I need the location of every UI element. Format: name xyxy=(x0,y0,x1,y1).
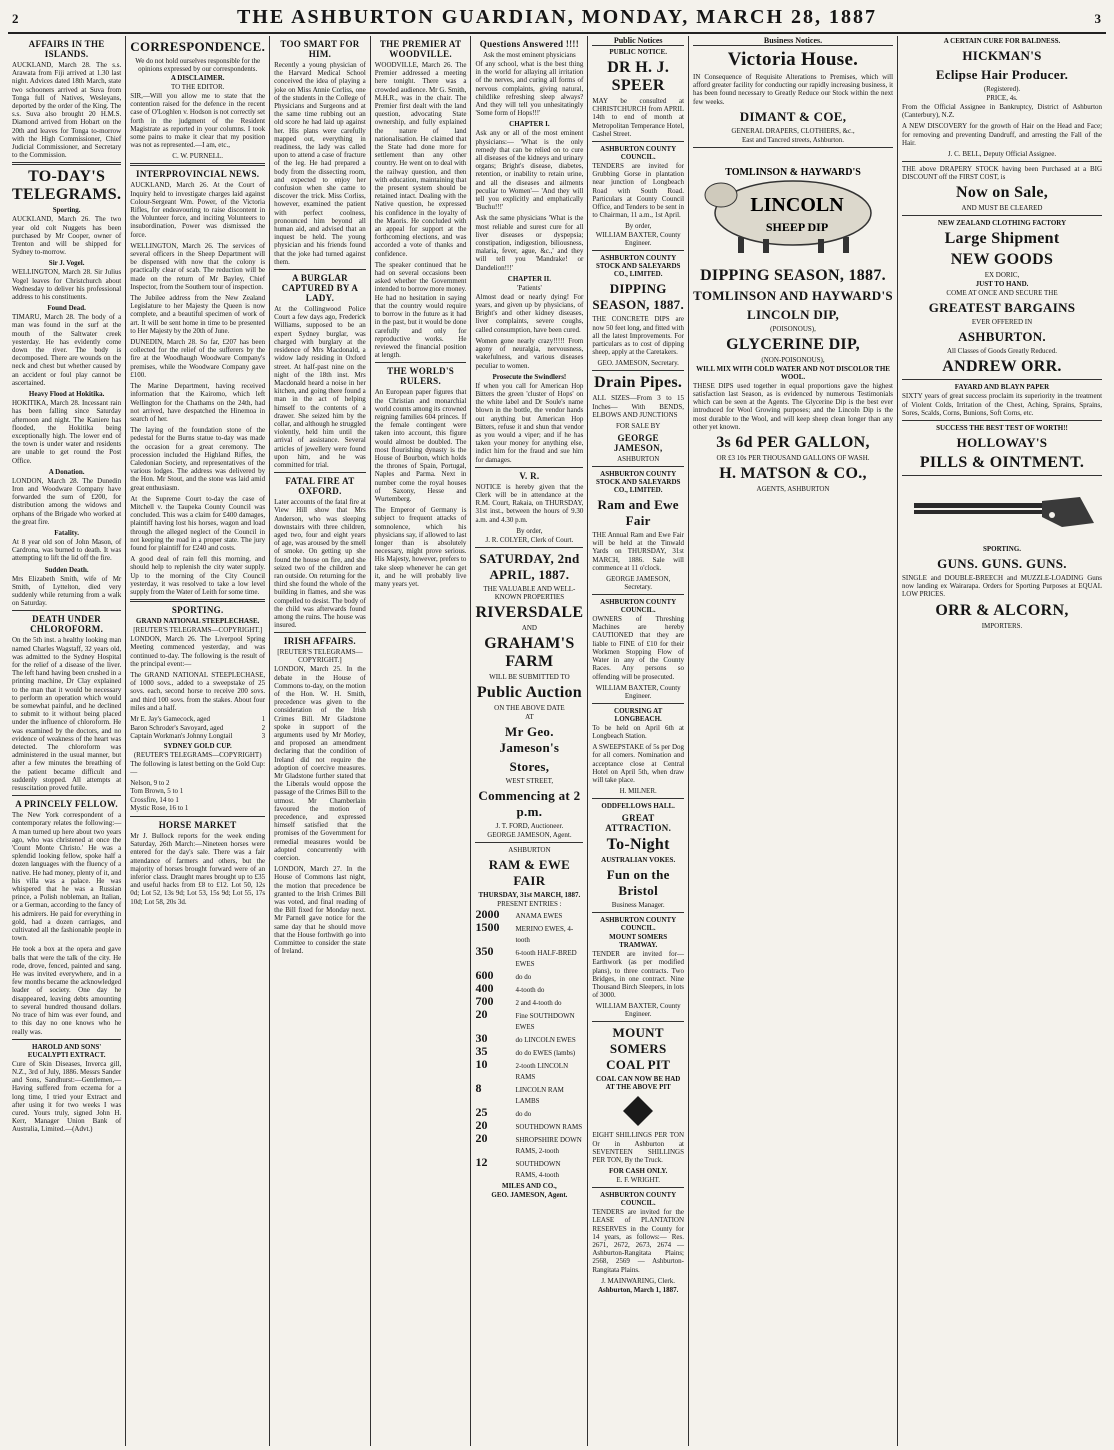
betting-row: Mystic Rose, 16 to 1 xyxy=(130,804,189,813)
gold-cup-intro: The following is latest betting on the Gold Cup:— xyxy=(130,759,266,776)
page-number-left: 2 xyxy=(12,11,20,26)
result-row: Captain Workman's Johnny Longtail 3 xyxy=(130,732,266,740)
stock-count: 30 xyxy=(475,1030,488,1045)
subhead-found-dead: Found Dead. xyxy=(47,304,86,313)
guns-text: SINGLE and DOUBLE-BREECH and MUZZLE-LOADING Guns now landing ex Wairarapa. Orders for Sporting Purposes at EQUAL LOW PRICES. xyxy=(902,574,1103,599)
drain-pipes-sizes: ALL SIZES—From 3 to 15 Inches— With BENDS, ELBOWS AND JUNCTIONS xyxy=(592,394,685,419)
article-sudden-death: Mrs Elizabeth Smith, wife of Mr Smith, of Lyttelton, died very suddenly while returning from a walk on Saturday. xyxy=(12,574,122,608)
plantation-lease: TENDERS are invited for the LEASE of PLANTATION RESERVES in the County for 14 years, as follows:— Res. 2671, 2672, 2673, 2674 — Ashburton-Rangitata Plains; 2568, 2569 — Ashburton-Rangitata Plains. xyxy=(592,1208,685,1274)
reuter-note: [REUTER'S TELEGRAMS—COPYRIGHT.] xyxy=(133,626,263,635)
section-public-notices: Public Notices xyxy=(592,36,684,46)
article-flood: HOKITIKA, March 28. Incessant rain has been falling since Saturday afternoon and night. The Kaniere has flooded, the Hokitika being exceptionally high. The lower end of the town is under water and residents are unable to get round the Post Office. xyxy=(12,399,122,465)
andrew-orr: ANDREW ORR. xyxy=(942,358,1062,376)
columns xyxy=(8,36,1106,1446)
stock-description: 4-tooth do xyxy=(515,985,545,994)
ever-offered: EVER OFFERED IN xyxy=(971,318,1033,327)
stock-entry xyxy=(475,943,583,970)
pointing-hand-icon xyxy=(621,1094,655,1128)
nz-clothing-factory: NEW ZEALAND CLOTHING FACTORY xyxy=(937,219,1067,228)
sheep-logo-bottom-text: SHEEP DIP xyxy=(765,219,829,234)
article-burglar: At the Collingwood Police Court a few days ago, Frederick Williams, supposed to be an expert Sydney burglar, was charged with burglary at the residence of Mrs Macdonald, a widow lady residing in Oxford street. At half-past nine on the night of the 18th inst. Mrs Macdonald heard a noise in her kitchen, and going there found a man in the act of helping himself to the contents of a drawer. She seized him by the collar, and although he struggled violently, held him until the arrival of assistance. Several articles of jewellery were found upon him, and he was committed for trial. xyxy=(274,305,366,469)
threshing-notice: OWNERS of Threshing Machines are hereby CAUTIONED that they are liable to FINE of £10 for their Workmen Stopping Flow of Water in any of the County Races. Any persons so offending will be prosecuted. xyxy=(592,615,685,681)
stock-description: 6-tooth HALF-BRED EWES xyxy=(515,948,577,968)
stock-entry xyxy=(475,1080,583,1107)
article-princely: The New York correspondent of a contemporary relates the following:—A man turned up here about two years ago, who was christened at once the 'Count Monte Christo.' He was a splendid looking fellow, spoke half a dozen languages with the fluency of a native. He had money, plenty of it, and his villa was a palace. He was whispered that he was a Russian prince, a Polish nobleman, an Italian, or a German, according to the fancy of his admirers. He paid for everything in gold, had a dozen carriages, and cultivated all the fashionable people in town. xyxy=(12,811,122,943)
headline-irish-affairs: IRISH AFFAIRS. xyxy=(283,636,356,647)
coursing: COURSING AT LONGBEACH. xyxy=(614,706,663,723)
ram-ewe-fair: Ram and Ewe Fair xyxy=(597,497,679,529)
headline-telegrams: TO-DAY'S TELEGRAMS. xyxy=(12,168,122,204)
subhead-flood: Heavy Flood at Hokitika. xyxy=(28,390,105,399)
headline-too-smart: TOO SMART FOR HIM. xyxy=(280,39,360,59)
stock-description: ANAMA EWES xyxy=(515,911,563,920)
stock-count: 700 xyxy=(475,993,494,1008)
result-row: Mr E. Jay's Gamecock, aged 1 xyxy=(130,715,266,723)
stock-count: 10 xyxy=(475,1056,488,1071)
headline-islands: AFFAIRS IN THE ISLANDS. xyxy=(28,39,105,59)
new-goods: NEW GOODS xyxy=(950,251,1054,269)
stock-description: SOUTHDOWN RAMS xyxy=(515,1122,583,1131)
tender-gorse: TENDERS are invited for Grubbing Gorse in plantation near junction of Longbeach Road with South Road. Particulars at County Council Office, and Tenders to be sent in to Chairman, 11 a.m., 1st April. xyxy=(592,162,685,220)
non-poisonous: (NON-POISONOUS), xyxy=(761,355,825,364)
sheep-logo-mid-text: LINCOLN xyxy=(750,193,844,216)
stock-entry xyxy=(475,1154,583,1181)
article-irish-1: LONDON, March 25. In the debate in the House of Commons to-day, on the motion of the Hon. W. H. Smith, precedence was given to the consideration of the Irish Crimes Bill. Mr Gladstone spoke in support of the arguments used by Mr Morley, and proposed an amendment declaring that the condition of Ireland did not require the adoption of coercive measures. Mr Gladstone further stated that the Liberals would oppose the passage of the Crimes Bill to the utmost. Mr Chamberlain favoured the motion of precedence, and expressed himself satisfied that the promises of the Government for remedial measures would be adopted concurrently with coercion. xyxy=(274,665,366,863)
auction-date: SATURDAY, 2nd APRIL, 1887. xyxy=(479,550,580,582)
headline-premier: THE PREMIER AT WOODVILLE. xyxy=(379,39,462,59)
headline-swindlers: Prosecute the Swindlers! xyxy=(492,372,567,381)
sporting-2: SPORTING. xyxy=(982,545,1022,554)
stock-description: Fine SOUTHDOWN EWES xyxy=(515,1011,575,1031)
questions-p3: Ask the same physicians 'What is the most reliable and surest cure for all liver diseases or dyspepsia; constipation, indigestion, biliousness, malaria, fever, ague, &c.,' and they will tell you 'Mandrake! or Dandelion!!!' xyxy=(475,214,584,272)
subhead-eucalypti: HAROLD AND SONS' EUCALYPTI EXTRACT. xyxy=(27,1042,106,1059)
general-drapers: GENERAL DRAPERS, CLOTHIERS, &c., xyxy=(731,126,855,135)
dips-sign: GEO. JAMESON, Secretary. xyxy=(597,359,679,368)
great-attraction: GREAT ATTRACTION. xyxy=(605,813,672,834)
lincoln-dip: LINCOLN DIP, xyxy=(747,306,839,322)
threshing-sign: WILLIAM BAXTER, County Engineer. xyxy=(595,683,681,700)
auction-grahams-farm: GRAHAM'S FARM xyxy=(484,634,575,670)
matson-agents: AGENTS, ASHBURTON xyxy=(756,485,830,494)
ex-doric: EX DORIC, xyxy=(984,271,1020,280)
large-shipment: Large Shipment xyxy=(944,230,1060,248)
hair-discovery: A NEW DISCOVERY for the growth of Hair on the Head and Face; for removing and preventing Dandruff, and arresting the Fall of the Hair. xyxy=(902,122,1103,147)
county-council-2: ASHBURTON COUNTY COUNCIL. xyxy=(600,598,677,615)
stock-entry xyxy=(475,1130,583,1157)
headline-burglar: A BURGLAR CAPTURED BY A LADY. xyxy=(281,273,359,304)
chapter-2: CHAPTER II. xyxy=(507,274,551,283)
stock-count: 20 xyxy=(475,1130,488,1145)
stock-count: 1500 xyxy=(475,919,500,934)
stock-count: 2000 xyxy=(475,906,500,921)
interprovincial-7: At the Supreme Court to-day the case of Mitchell v. the Taupeka County Council was concluded. This was a claim for £400 damages, plaintiff having lost his horses, wagon and load through the alleged neglect of the Council in not keeping the road in a proper state. The jury found for plaintiff for £240 and costs. xyxy=(130,494,266,552)
victoria-house: Victoria House. xyxy=(727,49,859,70)
subhead-sporting: Sporting. xyxy=(52,206,81,215)
ram-ewe-sign: GEORGE JAMESON, Secretary. xyxy=(606,575,671,592)
article-emperor: The Emperor of Germany is subject to frequent attacks of somnolence, which his physicians say, if allowed to last longer than is absolutely necessary, might prove serious. His Majesty, however, prefers to take sleep whenever he can get it, and he will probably live many years yet. xyxy=(374,506,467,588)
auctioneer: J. T. FORD, Auctioneer. xyxy=(495,821,564,830)
headline-chloroform: DEATH UNDER CHLOROFORM. xyxy=(30,614,104,635)
drapery-stock: THE above DRAPERY STOCK having been Purchased at a BIG DISCOUNT off the FIRST COST, is xyxy=(902,165,1103,182)
subhead-vogel: Sir J. Vogel. xyxy=(48,259,85,268)
county-council-1: ASHBURTON COUNTY COUNCIL. xyxy=(600,145,677,162)
importers: IMPORTERS. xyxy=(981,621,1023,630)
greatest-bargains: GREATEST BARGAINS xyxy=(928,300,1076,316)
column-6 xyxy=(588,36,689,1446)
betting-row: Crossfire, 14 to 1 xyxy=(130,795,179,804)
victoria-house-text: IN Consequence of Requisite Alterations to Premises, which will afford greater facility for conducting our rapidly increasing business, it has been found necessary to Greatly Reduce our Stock within the next few weeks. xyxy=(693,73,894,106)
article-islands: AUCKLAND, March 28. The s.s. Arawata from Fiji arrived at 1.30 last night. Advices dated 18th March, state two schooners arrived at Suva from Tonga full of Natives, Wesleyans, deported by the order of the King. The s.s. Suva also brought 20 H.M.S. Diamond arrived from Hobart on the 20th and leaves for Tonga to-morrow with the High Commissioner, Chief Judicial Commissioner, and Secretary to the Commission. xyxy=(12,61,122,160)
for-sale-by: FOR SALE BY xyxy=(616,422,661,431)
stock-count: 8 xyxy=(475,1080,482,1095)
interprovincial-1: AUCKLAND, March 26. At the Court of Inquiry held to investigate charges laid against Colour-Sergeant Wm. Power, of the Victoria Rifles, for endeavouring to raise discontent in the Volunteer force, and inciting Volunteers to insubordination, Power was dismissed the force. xyxy=(130,181,266,239)
coursing-date: To be held on April 6th at Longbeach Station. xyxy=(592,723,685,740)
sheep-dip-logo xyxy=(693,155,893,255)
dr-speer-notice: MAY be consulted at CHRISTCHURCH from APRIL 14th to end of month at Metropolitan Temperance Hotel, Cashel Street. xyxy=(592,97,685,138)
column-1 xyxy=(8,36,126,1446)
interprovincial-8: A good deal of rain fell this morning, and should help to replenish the city water supply. Up to the morning of the City Council yesterday, it was resolved to take a low level supply from the Water of Leith for some time. xyxy=(130,555,266,596)
auction-valuable: THE VALUABLE AND WELL-KNOWN PROPERTIES xyxy=(483,584,576,601)
stock-entry xyxy=(475,1006,583,1033)
holloways: HOLLOWAY'S xyxy=(956,435,1048,451)
fair-entries: PRESENT ENTRIES : xyxy=(497,899,562,908)
drain-pipes: Drain Pipes. xyxy=(594,374,683,392)
to-night: To-Night xyxy=(606,836,670,854)
article-sporting: AUCKLAND, March 26. The two year old colt Nuggets has been purchased by Mr Cooper, owner of Trenton and will be shipped for Sydney to-morrow. xyxy=(12,215,122,257)
questions-sub: Ask the most eminent physicians xyxy=(483,51,576,59)
stock-description: SOUTHDOWN RAMS, 4-tooth xyxy=(515,1159,561,1179)
section-business-notices: Business Notices. xyxy=(693,36,893,46)
australian-vokes: AUSTRALIAN VOKES. xyxy=(601,856,676,865)
drapers-address: East and Tancred streets, Ashburton. xyxy=(742,135,845,144)
questions-p1: Of any school, what is the best thing in the world for allaying all irritation of the nerves, and curing all forms of nervous complaints, giving natural, childlike refreshing sleep always? And they will tell you unhesitatingly 'Some form of Hops!!!' xyxy=(475,60,584,118)
registered: (Registered). xyxy=(983,85,1021,93)
business-manager: Business Manager. xyxy=(611,901,665,910)
stock-description: LINCOLN RAM LAMBS xyxy=(515,1085,564,1105)
coal-price: EIGHT SHILLINGS PER TON Or in Ashburton at SEVENTEEN SHILLINGS PER TON, By the Truck. xyxy=(592,1131,685,1164)
headline-interprovincial: INTERPROVINCIAL NEWS. xyxy=(136,169,260,180)
auction-time: Commencing at 2 p.m. xyxy=(478,787,581,819)
dipping-season-2: DIPPING SEASON, 1887. xyxy=(700,266,886,284)
auction-public: Public Auction xyxy=(476,683,582,701)
article-donation: LONDON, March 28. The Dunedin Iron and Woodware Company have forwarded the sum of £200, for distribution among the widows and orphans of the Brigade who worked at the great fire. xyxy=(12,476,122,526)
correspondence-note: We do not hold ourselves responsible for the opinions expressed by our correspondents. xyxy=(135,57,261,73)
tramway: MOUNT SOMERS TRAMWAY. xyxy=(609,933,668,950)
fair-town: ASHBURTON xyxy=(508,845,551,854)
assignee-sign: J. C. BELL, Deputy Official Assignee. xyxy=(947,150,1057,159)
horse-market-report: Mr J. Bullock reports for the week ending Saturday, 26th March:—Nineteen horses were entered for the day's sale. There was a fair attendance of farmers and others, but the majority of horses brought forward were of an inferior class. Draught mares brought up to £35 and useful hacks from £8 to £12. Lot 50, 12s 0d; Lot 52, 13s 9d; Lot 53, 15s 9d; Lot 55, 17s 10d; Lot 58, 20s 3d. xyxy=(130,831,266,906)
article-premier-2: The speaker continued that he had on several occasions been asked whether the Government intended to borrow more money. He had no hesitation in saying that the country would require to borrow in the future as it had in the past, but it would be done carefully and only for reproductive works. He reviewed the financial position at length. xyxy=(374,260,467,360)
column-4 xyxy=(371,36,472,1446)
stock-count: 600 xyxy=(475,967,494,982)
betting-row: Tom Brown, 5 to 1 xyxy=(130,787,184,796)
now-on-sale: Now on Sale, xyxy=(955,184,1049,202)
notices-footer: Ashburton, March 1, 1887. xyxy=(597,1285,679,1294)
mix-cold-water: WILL MIX WITH COLD WATER AND NOT DISCOLOR THE WOOL. xyxy=(696,364,890,381)
vr-mark: V. R. xyxy=(519,470,540,481)
goods-reduced: All Classes of Goods Greatly Reduced. xyxy=(946,347,1058,356)
subhead-sudden-death: Sudden Death. xyxy=(44,565,89,574)
to-editor: TO THE EDITOR. xyxy=(170,83,225,91)
article-premier: WOODVILLE, March 26. The Premier addressed a meeting here tonight. There was a crowded audience. Mr G. Smith, M.H.R., was in the chair. The Premier first dealt with the land question, advocating State ownership, and fully explained the nature of land nationalisation. He claimed that the State had done more for settlement than any other country. He went on to deal with the railway question, and then with education, maintaining that the present system should be retained intact. Dealing with the Native question, he expressed his confidence in the loyalty of the Maoris. He concluded with an appeal for support at the forthcoming elections, and was accorded a vote of thanks and confidence. xyxy=(374,61,467,258)
stock-description: do do EWES (lambs) xyxy=(515,1048,576,1057)
betting-row: Nelson, 9 to 2 xyxy=(130,778,170,787)
guns: GUNS. GUNS. GUNS. xyxy=(937,556,1067,572)
stock-description: do do xyxy=(515,972,532,981)
interprovincial-4: DUNEDIN, March 28. So far, £207 has been collected for the relief of the sufferers by the fire at the Woodhaugh Woodware Company's premises, while the Woodware Company gave £100. xyxy=(130,338,266,379)
dr-speer: DR H. J. SPEER xyxy=(607,59,670,94)
article-vogel: WELLINGTON, March 28. Sir Julius Vogel leaves for Christchurch about Wednesday to deliver his professional address to his constituents. xyxy=(12,268,122,302)
coal-pit: MOUNT SOMERS COAL PIT xyxy=(606,1025,671,1073)
column-7 xyxy=(689,36,898,1446)
headline-disclaimer: A DISCLAIMER. xyxy=(170,74,225,82)
interprovincial-6: The laying of the foundation stone of the pedestal for the Burns statue to-day was made the occasion for a great ceremony. The procession included the Highland Rifles, the Caledonian Society, and representatives of the various lodges. The address was delivered by the Hon. Mr Stout, and the stone was laid amid great enthusiasm. xyxy=(130,426,266,492)
orr-alcorn: ORR & ALCORN, xyxy=(935,601,1069,619)
advert-eucalypti: Cure of Skin Diseases, Inverca gill, N.Z., 3rd of July, 1886. Messrs Sander and Sons, Sandhurst:—Gentlemen,—Having suffered from eczema for a long time, I tried your Extract and after using it for two weeks I was cured. Yours truly, signed John H. Kerr, Manager Union Bank of Australia, Limited.—(Advt.) xyxy=(12,1059,122,1134)
lease-sign: J. MAINWARING, Clerk. xyxy=(601,1276,676,1285)
tomlinson-hayward: TOMLINSON AND HAYWARD'S xyxy=(693,287,893,303)
article-fatal-fire: Later accounts of the fatal fire at View Hill show that Mrs Anderson, who was sleeping downstairs with three children, aged two, four and eight years of age, was aroused by the smell of smoke. On getting up she found the house on fire, and she seized two of the children and ran outside. On returning for the third she found the whole of the building in flames, and she was compelled to desist. The body of the child was afterwards found among the ruins. The house was insured. xyxy=(274,498,366,630)
headline-questions: Questions Answered !!!! xyxy=(479,39,580,49)
glycerine-dip: GLYCERINE DIP, xyxy=(726,335,860,353)
headline-horse-market: HORSE MARKET xyxy=(158,819,237,830)
headline-worlds-rulers: THE WORLD'S RULERS. xyxy=(387,366,455,387)
auction-riversdale: RIVERSDALE xyxy=(475,603,584,621)
stock-count: 35 xyxy=(475,1043,488,1058)
matson-co: H. MATSON & CO., xyxy=(719,465,867,483)
auction-stores: Stores, xyxy=(509,758,550,774)
stock-entry xyxy=(475,1056,583,1083)
dipping-season: DIPPING SEASON, 1887. xyxy=(592,281,685,313)
grand-national-intro: LONDON, March 26. The Liverpool Spring Meeting commenced yesterday, and was continued to-day. The following is the result of the principal event:— xyxy=(130,635,266,668)
stock-count: 12 xyxy=(475,1154,488,1169)
article-too-smart: Recently a young physician of the Harvard Medical School conceived the idea of playing a joke on Miss Annie Corliss, one of the students in the College of Physicians and Surgeons and at the same time rubbing out an old score he had laid up against her. His plans were carefully mapped out, everything in readiness, the lady was called upon to attend a case of fracture of the leg. He had prepared a body from the dissecting room, and expected to enjoy her confusion when she came to discover the trick. Miss Corliss, however, examined the patient with perfect coolness, pronounced him beyond all human aid, and advised that an inquest be held. The young physician and his friends found that the joke had turned against them. xyxy=(274,61,366,266)
come-at-once: COME AT ONCE AND SECURE THE xyxy=(946,289,1058,298)
reuter-note-2: (REUTER'S TELEGRAMS—COPYRIGHT) xyxy=(133,750,262,759)
stock-entry xyxy=(475,1104,583,1120)
auction-jameson: Mr Geo. Jameson's xyxy=(499,723,560,755)
dip-price: 3s 6d PER GALLON, xyxy=(716,434,870,452)
tender-gorse-sign: WILLIAM BAXTER, County Engineer. xyxy=(595,231,681,248)
county-council-3: ASHBURTON COUNTY COUNCIL. xyxy=(600,916,677,933)
saleyards-co-1: ASHBURTON COUNTY STOCK AND SALEYARDS CO., LIMITED. xyxy=(595,254,681,279)
headline-grand-national: GRAND NATIONAL STEEPLECHASE. xyxy=(136,617,260,626)
stock-count: 350 xyxy=(475,943,494,958)
tramway-tender: TENDER are invited for— Earthwork (as per modified plans), to three contracts. Two Bridges, in one contract. Nine Thousand Birch Sleepers, in lots of 3000. xyxy=(592,950,685,1000)
subhead-fatality: Fatality. xyxy=(54,528,79,537)
auction-agent: GEORGE JAMESON, Agent. xyxy=(487,830,572,839)
stock-entry xyxy=(475,1043,583,1059)
sweepstake: A SWEEPSTAKE of 5s per Dog for all comers. Nomination and acceptance close at Central Hotel on April 5th, when draw will take place. xyxy=(592,743,685,784)
hickmans: HICKMAN'S xyxy=(962,48,1042,63)
assignee-note: From the Official Assignee in Bankruptcy, District of Ashburton (Canterbury), N.Z. xyxy=(902,103,1103,120)
coal-available: COAL CAN NOW BE HAD AT THE ABOVE PIT xyxy=(596,1075,681,1092)
letter-signature: C. W. PURNELL. xyxy=(172,152,224,161)
fun-on-bristol: Fun on the Bristol xyxy=(606,867,670,899)
hair-producer: Eclipse Hair Producer. xyxy=(935,67,1069,82)
county-council-4: ASHBURTON COUNTY COUNCIL. xyxy=(600,1191,677,1208)
letter-disclaimer: SIR,—Will you allow me to state that the contention raised for the defence in the recent case of O'Loghlen v. Hodson is not correctly set forth in the judgment of the Resident Magistrate as reported in your columns. I took some pains to make it clear that my position was not as represented.—I am, etc., xyxy=(130,92,266,150)
just-to-hand: JUST TO HAND. xyxy=(975,280,1029,289)
stock-description: MERINO EWES, 4-tooth xyxy=(515,924,574,944)
fayard-text: SIXTY years of great success proclaim its superiority in the treatment of Violent Colds, Irritation of the Chest, Aching, Sprains, Sprains, Sores, Scalds, Corns, Bunions, Soft Corns, etc. xyxy=(902,392,1103,417)
interprovincial-5: The Marine Department, having received information that the Kairomo, which left Wellington for the Chathams on the 24th, had not arrived, have despatched the Hinemoa in search of her. xyxy=(130,382,266,423)
coal-sign: E. F. WRIGHT. xyxy=(616,1176,661,1185)
dips-description: THESE DIPS used together in equal proportions gave the highest satisfaction last Season, as is evidenced by numerous Testimonials which can be seen at the Agents. The Glycerine Dip is the best ever introduced for Wool Growing purposes; and the Lincoln Dip is the most durable to the Wool, and will keep sheep clean longer than any other yet known. xyxy=(693,381,894,431)
fayard-blayn: FAYARD AND BLAYN PAPER xyxy=(954,383,1050,392)
newspaper-title: THE ASHBURTON GUARDIAN, MONDAY, MARCH 28, 1887 xyxy=(236,6,878,28)
stock-description: 2 and 4-tooth do xyxy=(515,998,562,1007)
public-notice: PUBLIC NOTICE. xyxy=(609,48,667,56)
jameson-ashburton: ASHBURTON xyxy=(617,455,660,464)
questions-p4: Almost dead or nearly dying! For years, and given up by physicians, of Bright's and other kidney diseases, liver complaints, severe coughs, called consumption, have been cured. xyxy=(475,292,584,334)
column-8 xyxy=(898,36,1106,1446)
stock-entry xyxy=(475,1030,583,1046)
ashburton: ASHBURTON. xyxy=(958,329,1046,345)
column-2 xyxy=(126,36,270,1446)
interprovincial-3: The Jubilee address from the New Zealand Legislature to her Majesty the Queen is now complete, and a beautiful specimen of work of art. It will be sent home in time to be presented to Her Majesty by the 20th of June. xyxy=(130,294,266,335)
fair-date: THURSDAY, 31st MARCH, 1887. xyxy=(478,890,581,899)
stock-count: 20 xyxy=(475,1006,488,1021)
stock-entry xyxy=(475,993,583,1009)
saleyards-co-2: ASHBURTON COUNTY STOCK AND SALEYARDS CO., LIMITED. xyxy=(595,470,681,495)
baldness-cure: A CERTAIN CURE FOR BALDNESS. xyxy=(943,37,1061,45)
article-fatality: At 8 year old son of John Mason, of Cardrona, was burned to death. It was attempting to lift the lid off the fire. xyxy=(12,537,122,563)
headline-correspondence: CORRESPONDENCE. xyxy=(130,39,266,54)
swindlers-p: If when you call for American Hop Bitters the green 'cluster of Hops' on the white label and Dr Soule's name blown in the bottle, the vendor hands out anything but American Hop Bitters, refuse it and shun that vendor as you would a viper; and if he has taken your money for anything else, indict him for the fraud and sue him for damages. xyxy=(475,381,584,464)
shotgun-icon xyxy=(902,483,1102,535)
stock-entries xyxy=(475,906,583,1181)
pills-ointment: PILLS & OINTMENT. xyxy=(919,454,1085,472)
column-5 xyxy=(471,36,588,1446)
auction-and: AND xyxy=(521,623,537,632)
reuter-note-3: [REUTER'S TELEGRAMS—COPYRIGHT.] xyxy=(277,648,363,665)
tender-gorse-order: By order, xyxy=(625,222,652,231)
stock-description: do LINCOLN EWES xyxy=(515,1035,576,1044)
auction-at: AT xyxy=(525,712,534,721)
cash-only: FOR CASH ONLY. xyxy=(608,1167,668,1176)
fair-agent-2: GEO. JAMESON, Agent. xyxy=(491,1190,568,1199)
column-3 xyxy=(270,36,371,1446)
george-jameson: GEORGE JAMESON, xyxy=(613,433,663,454)
stock-description: 2-tooth LINCOLN RAMS xyxy=(515,1061,569,1081)
auction-above-date: ON THE ABOVE DATE xyxy=(494,703,565,712)
dip-price-alt: OR £3 10s PER THOUSAND GALLONS OF WASH. xyxy=(716,454,870,463)
stock-count: 25 xyxy=(475,1104,488,1119)
stock-entry xyxy=(475,919,583,946)
concrete-dips: THE CONCRETE DIPS are now 50 feet long, and fitted with all the latest Improvements. For particulars as to cost of dipping sheep, apply at the Caretakers. xyxy=(592,315,685,357)
oddfellows-hall: ODDFELLOWS HALL. xyxy=(601,802,675,811)
notice-by-order: By order, xyxy=(516,526,543,535)
stock-description: do do xyxy=(515,1109,532,1118)
subhead-donation: A Donation. xyxy=(48,467,85,476)
fair-agent-1: MILES AND CO., xyxy=(501,1181,557,1190)
headline-gold-cup: SYDNEY GOLD CUP. xyxy=(163,741,232,750)
patients-sub: 'Patients' xyxy=(517,283,542,292)
masthead xyxy=(8,6,1106,34)
headline-sporting: SPORTING. xyxy=(171,605,224,616)
article-found-dead: TIMARU, March 28. The body of a man was found in the surf at the mouth of the Saltwater creek yesterday. He has evidently come down the river. The body is decomposed. There are wounds on the neck and chest but whether caused by an accident or foul play cannot be ascertained. xyxy=(12,313,122,387)
questions-p2: Ask any or all of the most eminent physicians:— 'What is the only remedy that can be relied on to cure all diseases of the kidneys and urinary organs; Bright's disease, diabetes, retention, or inability to retain urine, and all the diseases and ailments peculiar to Women'— 'And they will tell you explicitly and emphatically 'Buchu!!!' xyxy=(475,129,584,212)
sheep-logo-top-text: TOMLINSON & HAYWARD'S xyxy=(725,166,861,178)
sweepstake-sign: H. MILNER. xyxy=(619,787,657,796)
auction-street: WEST STREET, xyxy=(505,776,554,785)
headline-fatal-fire: FATAL FIRE AT OXFORD. xyxy=(285,476,355,497)
ram-ewe-fair-text: THE Annual Ram and Ewe Fair will be held at the Tinwald Yards on THURSDAY, 31st MARCH, 1886. Sale will commence at 11 o'clock. xyxy=(592,531,685,572)
success-test: SUCCESS THE BEST TEST OF WORTH!! xyxy=(936,424,1068,433)
stock-description: SHROPSHIRE DOWN RAMS, 2-tooth xyxy=(515,1135,582,1155)
must-be-cleared: AND MUST BE CLEARED xyxy=(961,204,1043,213)
chapter-1: CHAPTER I. xyxy=(509,120,550,129)
notice-clerk: J. R. COLYER, Clerk of Court. xyxy=(485,535,574,544)
dimant-coe: DIMANT & COE, xyxy=(739,108,847,124)
result-row: Baron Schroder's Savoyard, aged 2 xyxy=(130,723,266,732)
article-chloroform: On the 5th inst. a healthy looking man named Charles Wagstaff, 32 years old, was admitted to the Sydney Hospital for the relief of a disease of the liver. The left hand having been crushed in a printing machine, Dr Clay explained to the man that it would be necessary to perform an operation which would be somewhat painful, and he declined to submit to it without being placed under the influence of chloroform. He was examined by the doctors, and no evidence of weakness of the heart was detected. The chloroform was administered in the usual manner, but after a few minutes the breathing of the patient became difficult and suddenly stopped. All attempts at resuscitation proved futile. xyxy=(12,636,122,793)
stock-count: 20 xyxy=(475,1117,488,1132)
article-princely-2: He took a box at the opera and gave balls that were the talk of the city. He rode, drove, fenced, painted and sang. He was invited everywhere, and in a few months became the acknowledged leader of society. One day he disappeared, leaving debts amounting to several hundred thousand dollars. No trace of him was ever found, and to this day no one knows who he really was. xyxy=(12,945,122,1036)
poisonous: (POISONOUS), xyxy=(770,324,816,333)
auction-submitted: WILL BE SUBMITTED TO xyxy=(489,672,570,681)
stock-entry xyxy=(475,1117,583,1133)
questions-p5: Women gone nearly crazy!!!!! From agony of neuralgia, nervousness, wakefulness, and various diseases peculiar to women. xyxy=(475,336,584,370)
headline-princely: A PRINCELY FELLOW. xyxy=(15,799,118,810)
hair-price: PRICE, 4s. xyxy=(986,94,1018,102)
notice-court: NOTICE is hereby given that the Clerk will be in attendance at the R.M. Court, Rakaia, on THURSDAY, 31st inst., between the hours of 9.30 a.m. and 4.30 p.m. xyxy=(475,482,584,524)
tramway-sign: WILLIAM BAXTER, County Engineer. xyxy=(595,1002,681,1019)
fair-title: RAM & EWE FAIR xyxy=(488,856,571,888)
article-worlds-rulers: An European paper figures that the Christian and monarchial world counts among its crowned reigning families 604 princes. If the female contingent were taken into account, this figure would almost be doubled. The most flourishing dynasty is the House of Bourbon, which holds the thrones of Spain, Portugal, Naples and Parma. Next in number come the royal houses of Saxony, Hesse and Wurtemberg. xyxy=(374,388,467,503)
stock-count: 400 xyxy=(475,980,494,995)
page-number-right: 3 xyxy=(1094,11,1102,26)
interprovincial-2: WELLINGTON, March 26. The services of several officers in the Sheep Department will be dispensed with now that the colony is practically clear of scab. The reduction will be made on the return of Mr Bayley, Chief Inspector, from the Southern tour of inspection. xyxy=(130,241,266,291)
grand-national-desc: The GRAND NATIONAL STEEPLECHASE, of 1000 sovs., added to a sweepstake of 25 sovs. each, second horse to receive 200 sovs. and third 100 sovs. from the stakes. About four miles and a half. xyxy=(130,670,266,712)
article-irish-2: LONDON, March 27. In the House of Commons last night, the motion that precedence be granted to the Irish Crimes Bill was voted, and final reading of the Bill fixed for Monday next. Mr Parnell gave notice for the same day that he should move that the House forthwith go into Committee to consider the state of Ireland. xyxy=(274,865,366,956)
